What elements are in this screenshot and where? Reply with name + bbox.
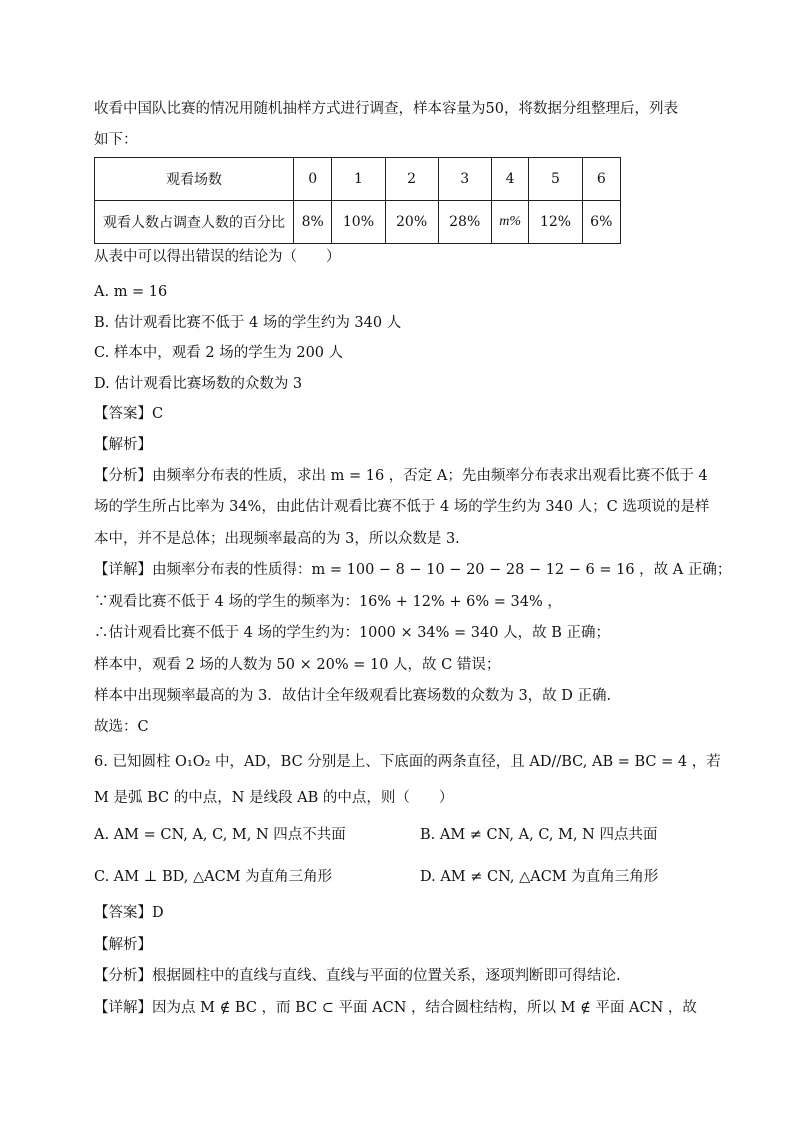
detail-line: 样本中出现频率最高的为 3．故估计全年级观看比赛场数的众数为 3，故 D 正确.	[94, 688, 612, 704]
table-cell: 3	[438, 158, 491, 201]
table-header-cell: 观看人数占调查人数的百分比	[95, 201, 294, 244]
option-c: C. AM ⊥ BD, △ACM 为直角三角形	[94, 869, 333, 885]
intro-line-1: 收看中国队比赛的情况用随机抽样方式进行调查，样本容量为50，将数据分组整理后，列表	[94, 101, 678, 117]
question-6-stem: 6. 已知圆柱 O₁O₂ 中，AD，BC 分别是上、下底面的两条直径，且 AD//BC, AB = BC = 4 ，若	[94, 754, 721, 770]
answer-label: 【答案】C	[94, 406, 164, 422]
table-row	[95, 158, 621, 201]
option-a: A. AM = CN, A, C, M, N 四点不共面	[94, 827, 346, 843]
analysis-heading: 【解析】	[94, 437, 152, 453]
analysis-line: 场的学生所占比率为 34%，由此估计观看比赛不低于 4 场的学生约为 340 人；C 选项说的是样	[94, 499, 710, 515]
table-cell: 6	[582, 158, 620, 201]
intro-line-2: 如下：	[94, 132, 138, 148]
choice-line: 故选：C	[94, 719, 149, 735]
table-cell: m%	[491, 201, 529, 244]
table-cell: 0	[294, 158, 332, 201]
answer-label: 【答案】D	[94, 905, 164, 921]
question-5-stem: 从表中可以得出错误的结论为（ ）	[94, 249, 341, 265]
option-c: C. 样本中，观看 2 场的学生为 200 人	[94, 345, 344, 361]
option-a: A. m = 16	[94, 284, 168, 300]
detail-line: 样本中，观看 2 场的人数为 50 × 20% = 10 人，故 C 错误；	[94, 657, 501, 673]
option-b: B. AM ≠ CN, A, C, M, N 四点共面	[420, 827, 658, 843]
table-cell: 2	[385, 158, 438, 201]
analysis-line: 【分析】由频率分布表的性质，求出 m = 16 ，否定 A；先由频率分布表求出观看比赛不低于 4	[94, 468, 708, 484]
table-cell: 6%	[582, 201, 620, 244]
detail-line: ∴估计观看比赛不低于 4 场的学生约为：1000 × 34% = 340 人，故 B 正确；	[94, 625, 610, 641]
table-cell: 1	[332, 158, 385, 201]
detail-line: ∵观看比赛不低于 4 场的学生的频率为：16% + 12% + 6% = 34% ，	[94, 594, 562, 610]
option-d: D. AM ≠ CN, △ACM 为直角三角形	[420, 869, 659, 885]
option-b: B. 估计观看比赛不低于 4 场的学生约为 340 人	[94, 315, 402, 331]
frequency-table	[94, 157, 621, 244]
table-cell: 20%	[385, 201, 438, 244]
question-6-stem-2: M 是弧 BC 的中点，N 是线段 AB 的中点，则（ ）	[94, 790, 454, 806]
table-cell: 28%	[438, 201, 491, 244]
table-cell: 5	[529, 158, 582, 201]
table-header-cell: 观看场数	[95, 158, 294, 201]
table-cell: 12%	[529, 201, 582, 244]
detail-line: 【详解】由频率分布表的性质得：m = 100 − 8 − 10 − 20 − 28 − 12 − 6 = 16 ，故 A 正确；	[94, 562, 732, 578]
table-cell: 10%	[332, 201, 385, 244]
detail-line: 【详解】因为点 M ∉ BC ，而 BC ⊂ 平面 ACN ，结合圆柱结构，所以 M ∉ 平面 ACN ，故	[94, 1000, 697, 1016]
table-cell: 4	[491, 158, 529, 201]
analysis-heading: 【解析】	[94, 937, 152, 953]
analysis-line: 本中，并不是总体；出现频率最高的为 3，所以众数是 3.	[94, 531, 460, 547]
table-cell: 8%	[294, 201, 332, 244]
option-d: D. 估计观看比赛场数的众数为 3	[94, 376, 303, 392]
table-row	[95, 201, 621, 244]
analysis-line: 【分析】根据圆柱中的直线与直线、直线与平面的位置关系，逐项判断即可得结论.	[94, 968, 621, 984]
